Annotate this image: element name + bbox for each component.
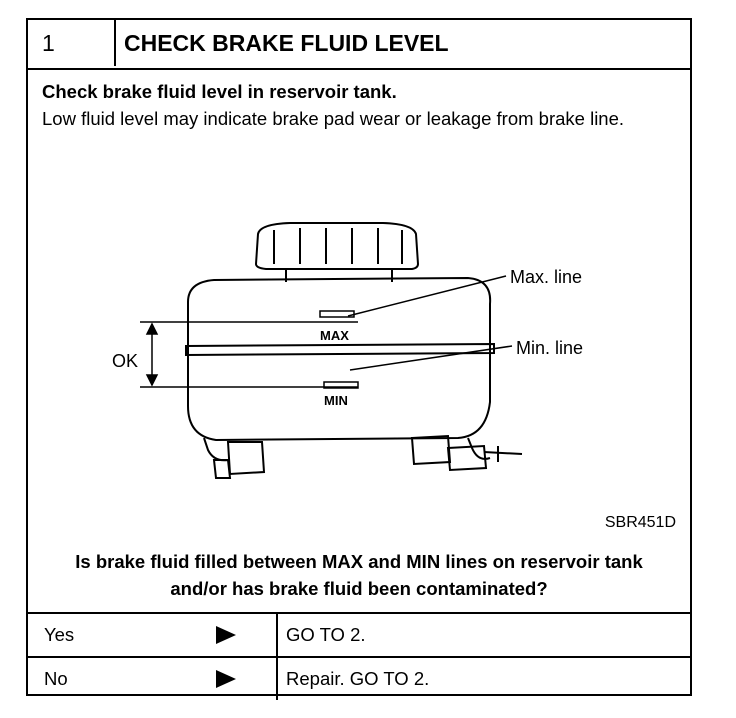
- column-divider: [276, 658, 278, 700]
- answer-row-yes: [28, 614, 690, 658]
- max-line-callout: Max. line: [510, 267, 583, 287]
- right-arrow-icon: [216, 626, 236, 644]
- answer-action: Repair. GO TO 2.: [286, 668, 430, 689]
- diagnostic-question: [28, 548, 690, 602]
- ok-label: OK: [112, 351, 139, 371]
- column-divider: [276, 614, 278, 656]
- step-number: 1: [28, 20, 116, 66]
- reservoir-body: [186, 278, 522, 478]
- answer-row-no: [28, 658, 690, 700]
- max-mark-label: MAX: [320, 328, 349, 343]
- inspection-step-card: [26, 18, 692, 696]
- step-instructions: [42, 78, 682, 132]
- answer-table: [28, 612, 690, 700]
- reservoir-cap: [256, 223, 418, 282]
- min-mark-label: MIN: [324, 393, 348, 408]
- figure-code: SBR451D: [604, 514, 676, 531]
- instruction-body: Low fluid level may indicate brake pad wear or leakage from brake line.: [42, 108, 625, 129]
- instruction-lead: Check brake fluid level in reservoir tank.: [42, 81, 397, 102]
- step-title: CHECK BRAKE FLUID LEVEL: [124, 30, 449, 56]
- answer-label: Yes: [44, 624, 75, 645]
- question-text: Is brake fluid filled between MAX and MIN lines on reservoir tank and/or has brake fluid been contaminated?: [75, 551, 643, 599]
- answer-label: No: [44, 668, 68, 689]
- min-line-callout: Min. line: [516, 338, 584, 358]
- right-arrow-icon: [216, 670, 236, 688]
- answer-action: GO TO 2.: [286, 624, 366, 645]
- ok-range-indicator: [147, 324, 157, 385]
- reservoir-tank-diagram: [28, 216, 690, 556]
- step-header: [28, 20, 690, 70]
